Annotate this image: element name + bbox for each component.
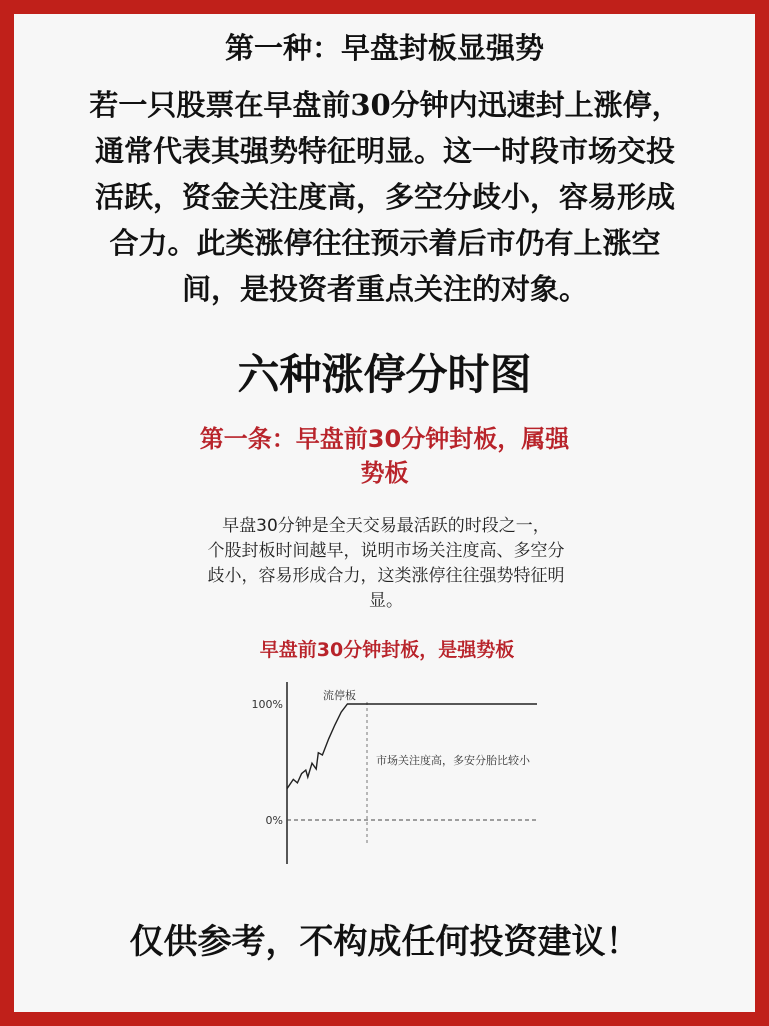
intro-line: 活跃，资金关注度高，多空分歧小，容易形成 xyxy=(94,180,675,214)
annotation-note: 市场关注度高，多安分胎比较小 xyxy=(376,754,530,767)
item-heading xyxy=(162,422,607,490)
intro-line: 间，是投资者重点关注的对象。 xyxy=(181,272,588,306)
intro-line: 合力。此类涨停往往预示着后市仍有上涨空 xyxy=(109,226,661,260)
main-title: 六种涨停分时图 xyxy=(237,350,532,399)
intro-line: 通常代表其强势特征明显。这一时段市场交投 xyxy=(94,134,675,168)
item-body-line: 个股封板时间越早，说明市场关注度高、多空分 xyxy=(207,541,565,561)
y-tick-label-100: 100% xyxy=(251,698,283,711)
item-body-line: 歧小，容易形成合力，这类涨停往往强势特征明 xyxy=(207,566,565,586)
limit-up-label: 流停板 xyxy=(323,689,356,702)
item-body-line: 显。 xyxy=(369,591,403,611)
content-area xyxy=(14,14,755,1012)
item-heading-line: 势板 xyxy=(360,459,409,487)
price-line xyxy=(287,704,537,789)
item-body xyxy=(176,514,596,614)
section-heading: 第一种：早盘封板显强势 xyxy=(224,31,544,65)
chart-title: 早盘前30分钟封板，是强势板 xyxy=(259,639,515,661)
intro-paragraph xyxy=(40,82,730,312)
disclaimer: 仅供参考，不构成任何投资建议！ xyxy=(129,922,640,962)
intraday-chart xyxy=(229,674,549,874)
item-heading-line: 第一条：早盘前30分钟封板，属强 xyxy=(199,425,570,453)
y-tick-label-0: 0% xyxy=(265,814,283,827)
intro-line: 若一只股票在早盘前30分钟内迅速封上涨停， xyxy=(89,88,681,122)
item-body-line: 早盘30分钟是全天交易最活跃的时段之一， xyxy=(222,516,550,536)
